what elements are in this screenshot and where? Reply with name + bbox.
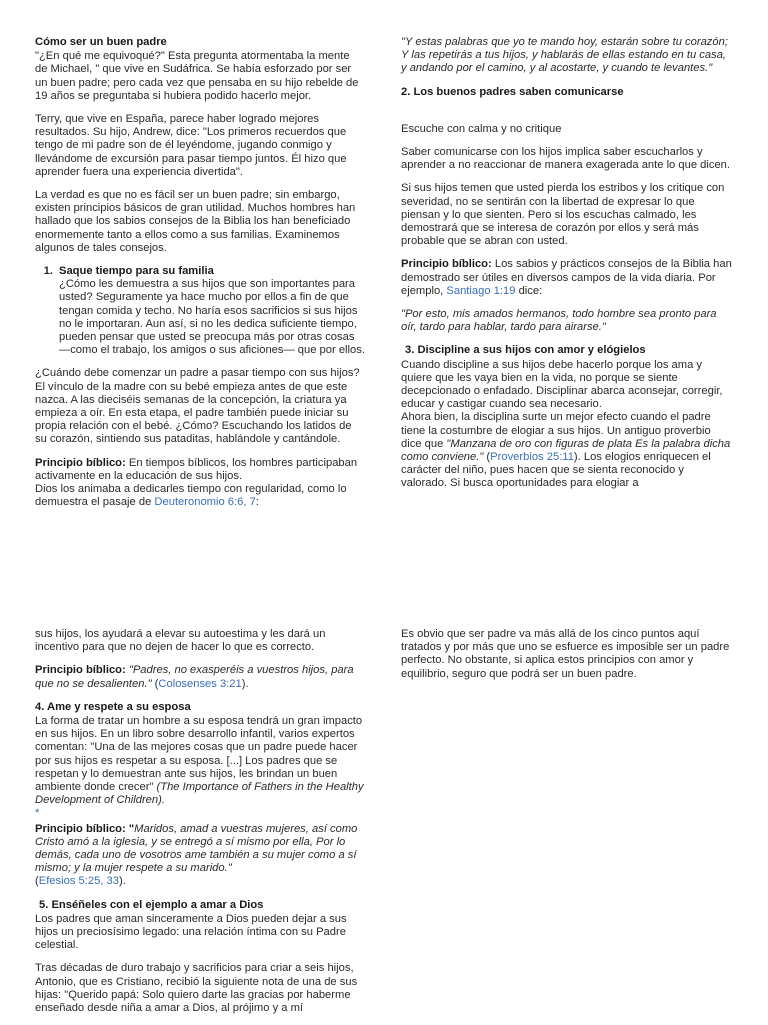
principle-4 bbox=[35, 823, 365, 889]
paragraph-wife bbox=[35, 715, 365, 807]
paragraph-continued: sus hijos, los ayudará a elevar su autoestima y les dará un incentivo para que no dejen de hacer lo que es correcto. bbox=[35, 628, 326, 654]
principle-end: dice: bbox=[515, 284, 543, 297]
wife-text: La forma de tratar un hombre a su esposa tendrá un gran impacto en sus hijos. En un libro sobre desarrollo infantil, varios expertos comentan: "Una de las mejores cosas que un padre puede hacer por sus hijos es respetar a su esposa. [...] Los padres que se respetan y lo demuestran ante sus hijos, les brindan un buen ambiente donde crecer" bbox=[35, 715, 363, 794]
paragraph-antonio: Tras décadas de duro trabajo y sacrificios para criar a seis hijos, Antonio, que es Cristiano, recibió la siguiente nota de una de sus hijas: "Querido papá: Solo quiero darte las gracias por haberme enseñado desde niña a amar a Dios, al prójimo y a mí bbox=[35, 962, 358, 1015]
paragraph-love-god: Los padres que aman sinceramente a Dios pueden dejar a sus hijos un preciosísimo legado: una relación íntima con su Padre celestial. bbox=[35, 912, 347, 952]
section-text-1: ¿Cómo les demuestra a sus hijos que son importantes para usted? Seguramente ya hace mucho por ellos a fin de que tengan comida y techo. No haría esos sacrificios si sus hijos no le importaran. Aun así, si no les dedica suficiente tiempo, pueden pensar que usted se preocupa más por otras cosas —como el trabajo, los amigos o sus aficiones— que por ellos. bbox=[59, 278, 365, 357]
principle-quote: Maridos, amad a vuestras mujeres, así como Cristo amó a la iglesia, y se entregó a sí mismo por ella, Por lo demás, cada uno de vosotros ame también a su mujer como a sí mismo; y la mujer respete a su marido." bbox=[35, 822, 358, 875]
paren-open: ( bbox=[151, 677, 159, 690]
principle-2 bbox=[401, 258, 733, 298]
list-number: 1. bbox=[43, 265, 53, 278]
scripture-link-efesios[interactable]: Efesios 5:25, 33 bbox=[38, 875, 119, 888]
scripture-link-colosenses[interactable]: Colosenses 3:21 bbox=[158, 677, 242, 690]
principle-quote: "Padres, no exasperéis a vuestros hijos, para que no se desalienten." bbox=[35, 664, 354, 690]
principle-text: Los sabios y prácticos consejos de la Biblia han demostrado ser útiles en diversos campos de la vida diaria. Por ejemplo, bbox=[401, 258, 732, 297]
principle-1 bbox=[35, 457, 365, 510]
scripture-link-proverbios[interactable]: Proverbios 25:11 bbox=[490, 451, 574, 464]
column-bottom-right bbox=[401, 628, 733, 691]
principle-text-2: Dios los animaba a dedicarles tiempo con regularidad, como lo demuestra el pasaje de bbox=[35, 483, 347, 509]
principle-label: Principio bíblico: bbox=[401, 258, 492, 271]
section-heading-5: 5. Enséñeles con el ejemplo a amar a Dios bbox=[39, 898, 264, 911]
footnote-star[interactable]: * bbox=[35, 807, 40, 820]
paragraph-discipline: Cuando discipline a sus hijos debe hacerlo porque los ama y quiere que les vaya bien en la vida, no porque se siente decepcionado o enfadado. Disciplinar abarca aconsejar, corregir, educar y castigar cuando sea necesario. bbox=[401, 358, 723, 411]
principle-3 bbox=[35, 664, 365, 690]
section-heading-2: 2. Los buenos padres saben comunicarse bbox=[401, 85, 624, 98]
book-title: (The Importance of Fathers in the Healthy Development of Children). bbox=[35, 781, 364, 807]
quote-santiago: "Por esto, mis amados hermanos, todo hombre sea pronto para oír, tardo para hablar, tardo para airarse." bbox=[401, 308, 717, 334]
principle-text: En tiempos bíblicos, los hombres participaban activamente en la educación de sus hijos. bbox=[35, 456, 358, 482]
section-heading-4: 4. Ame y respete a su esposa bbox=[35, 700, 191, 713]
paragraph-communicate: Saber comunicarse con los hijos implica saber escucharlos y aprender a no reaccionar de manera exagerada ante lo que dicen. bbox=[401, 146, 731, 172]
paren-close: ). bbox=[241, 677, 249, 690]
principle-label: Principio bíblico: bbox=[35, 456, 126, 469]
paragraph-conclusion: Es obvio que ser padre va más allá de los cinco puntos aquí tratados y por más que uno se esfuerce es imposible ser un padre perfecto. No obstante, si aplica estos principios con amor y equilibrio, seguro que podrá ser un buen padre. bbox=[401, 628, 730, 680]
principle-label: Principio bíblico: " bbox=[35, 822, 135, 835]
quote-deuteronomy: "Y estas palabras que yo te mando hoy, estarán sobre tu corazón; Y las repetirás a tus hijos, y hablarás de ellas estando en tu casa, y andando por el camino, y al acostarte, y cuando te levantes." bbox=[401, 36, 728, 75]
section-heading-1: Saque tiempo para su familia bbox=[59, 265, 214, 278]
article-title: Cómo ser un buen padre bbox=[35, 36, 167, 48]
section-heading-3: 3. Discipline a sus hijos con amor y elógielos bbox=[405, 344, 646, 357]
paren-close: ). bbox=[118, 875, 126, 888]
scripture-link-santiago[interactable]: Santiago 1:19 bbox=[446, 284, 516, 297]
paragraph-intro: "¿En qué me equivoqué?" Esta pregunta atormentaba la mente de Michael, " que vive en Sudáfrica. Se había esforzado por ser un buen padre; pero cada vez que pensaba en su hijo rebelde de 19 años se preguntaba si hubiera podido hacerlo mejor. bbox=[35, 50, 359, 102]
paragraph-terry: Terry, que vive en España, parece haber logrado mejores resultados. Su hijo, Andrew, dice: "Los primeros recuerdos que tengo de mi padre son de él leyéndome, jugando conmigo y llevándome de excursión para pasar tiempo juntos. Él hizo que aprender fuera una experiencia divertida". bbox=[35, 113, 347, 178]
scripture-link-deuteronomio[interactable]: Deuteronomio 6:6, 7 bbox=[154, 496, 256, 509]
paragraph-principles: La verdad es que no es fácil ser un buen padre; sin embargo, existen principios básicos de gran utilidad. Muchos hombres han hallado que los sabios consejos de la Biblia los han beneficiado enormemente tanto a ellos como a sus familias. Examinemos algunos de tales consejos. bbox=[35, 189, 356, 254]
proverb-quote: "Manzana de oro con figuras de plata Es la palabra dicha como conviene." bbox=[401, 437, 731, 464]
column-top-right bbox=[401, 36, 733, 491]
principle-end: : bbox=[255, 496, 259, 509]
column-bottom-left bbox=[35, 628, 365, 1025]
paragraph-fear: Si sus hijos temen que usted pierda los estribos y los critique con severidad, no se sentirán con la libertad de expresar lo que piensan y lo que sienten. Pero si los escuchas calmado, les demostrará que se interesa de corazón por ellos y será más probable que se abran con usted. bbox=[401, 182, 725, 248]
subheading-listen: Escuche con calma y no critique bbox=[401, 122, 562, 135]
paren-open: ( bbox=[483, 451, 491, 464]
paragraph-praise bbox=[401, 411, 733, 490]
principle-label: Principio bíblico: bbox=[35, 664, 126, 677]
paragraph-when: ¿Cuándo debe comenzar un padre a pasar tiempo con sus hijos? El vínculo de la madre con su bebé empieza antes de que este nazca. A las dieciséis semanas de la concepción, la criatura ya empieza a oír. En esta etapa, el padre también puede iniciar su propia relación con el bebé. ¿Cómo? Escuchando los latidos de su corazón, sintiendo sus pataditas, hablándole y cantándole. bbox=[35, 367, 360, 446]
list-item-1 bbox=[35, 265, 365, 357]
praise-text: Ahora bien, la disciplina surte un mejor efecto cuando el padre tiene la costumbre de elogiar a sus hijos. Un antiguo proverbio dice que bbox=[401, 411, 711, 450]
column-top-left bbox=[35, 36, 365, 510]
paren-open: ( bbox=[35, 875, 39, 888]
praise-text-end: ). Los elogios enriquecen el carácter del niño, pues hacen que se sienta reconocido y valorado. Si busca oportunidades para elogiar a bbox=[401, 451, 711, 490]
